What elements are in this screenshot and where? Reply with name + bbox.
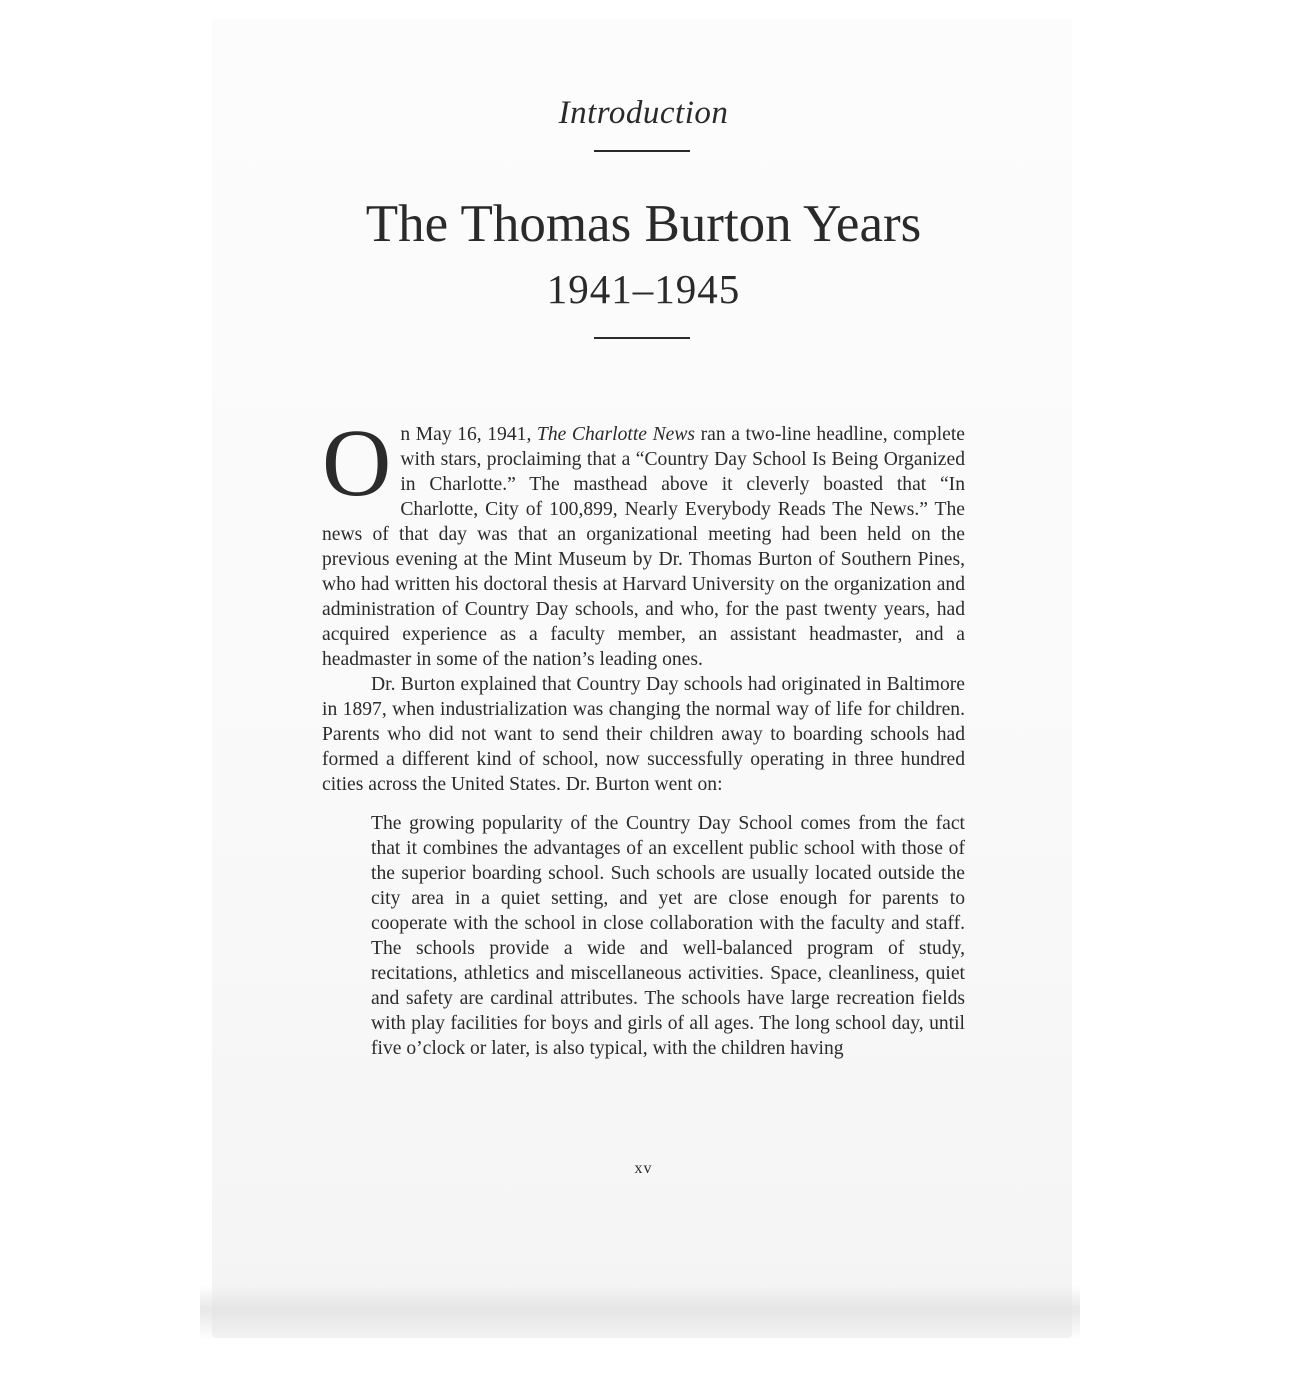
drop-cap: O xyxy=(322,409,392,516)
top-rule xyxy=(594,150,690,152)
paragraph-1 xyxy=(322,409,965,672)
body-text xyxy=(322,409,965,1061)
chapter-title: The Thomas Burton Years xyxy=(365,195,922,253)
newspaper-name: The Charlotte News xyxy=(536,424,696,445)
paragraph-1-lead: n May 16, 1941, xyxy=(400,424,537,445)
paragraph-1-rest: ran a two-line headline, complete with stars, proclaiming that a “Country Day School Is Being Organized in Charlotte.” The masthead above it cleverly boasted that “In Charlotte, City of 100,899, Nearly Everybody Reads The News.” The news of that day was that an organizational meeting had been held on the previous evening at the Mint Museum by Dr. Thomas Burton of Southern Pines, who had written his doctoral thesis at Harvard University on the organization and administration of Country Day schools, and who, for the past twenty years, had acquired experience as a faculty member, an assistant headmaster, and a headmaster in some of the nation’s leading ones. xyxy=(322,424,965,670)
chapter-years: 1941–1945 xyxy=(546,266,741,312)
bottom-rule xyxy=(594,337,690,339)
page-number: xv xyxy=(634,1160,653,1177)
paragraph-2: Dr. Burton explained that Country Day schools had originated in Baltimore in 1897, when industrialization was changing the normal way of life for children. Parents who did not want to send their children away to boarding schools had formed a different kind of school, now successfully operating in three hundred cities across the United States. Dr. Burton went on: xyxy=(322,674,965,795)
block-quote: The growing popularity of the Country Day School comes from the fact that it combines the advantages of an excellent public school with those of the superior boarding school. Such schools are usually located outside the city area in a quiet setting, and yet are close enough for parents to cooperate with the school in close collaboration with the faculty and staff. The schools provide a wide and well-balanced program of study, recitations, athletics and miscellaneous activities. Space, cleanliness, quiet and safety are cardinal attributes. The schools have large recreation fields with play facilities for boys and girls of all ages. The long school day, until five o’clock or later, is also typical, with the children having xyxy=(371,813,965,1059)
chapter-label: Introduction xyxy=(558,95,729,131)
page-bottom-shadow xyxy=(200,1285,1080,1340)
